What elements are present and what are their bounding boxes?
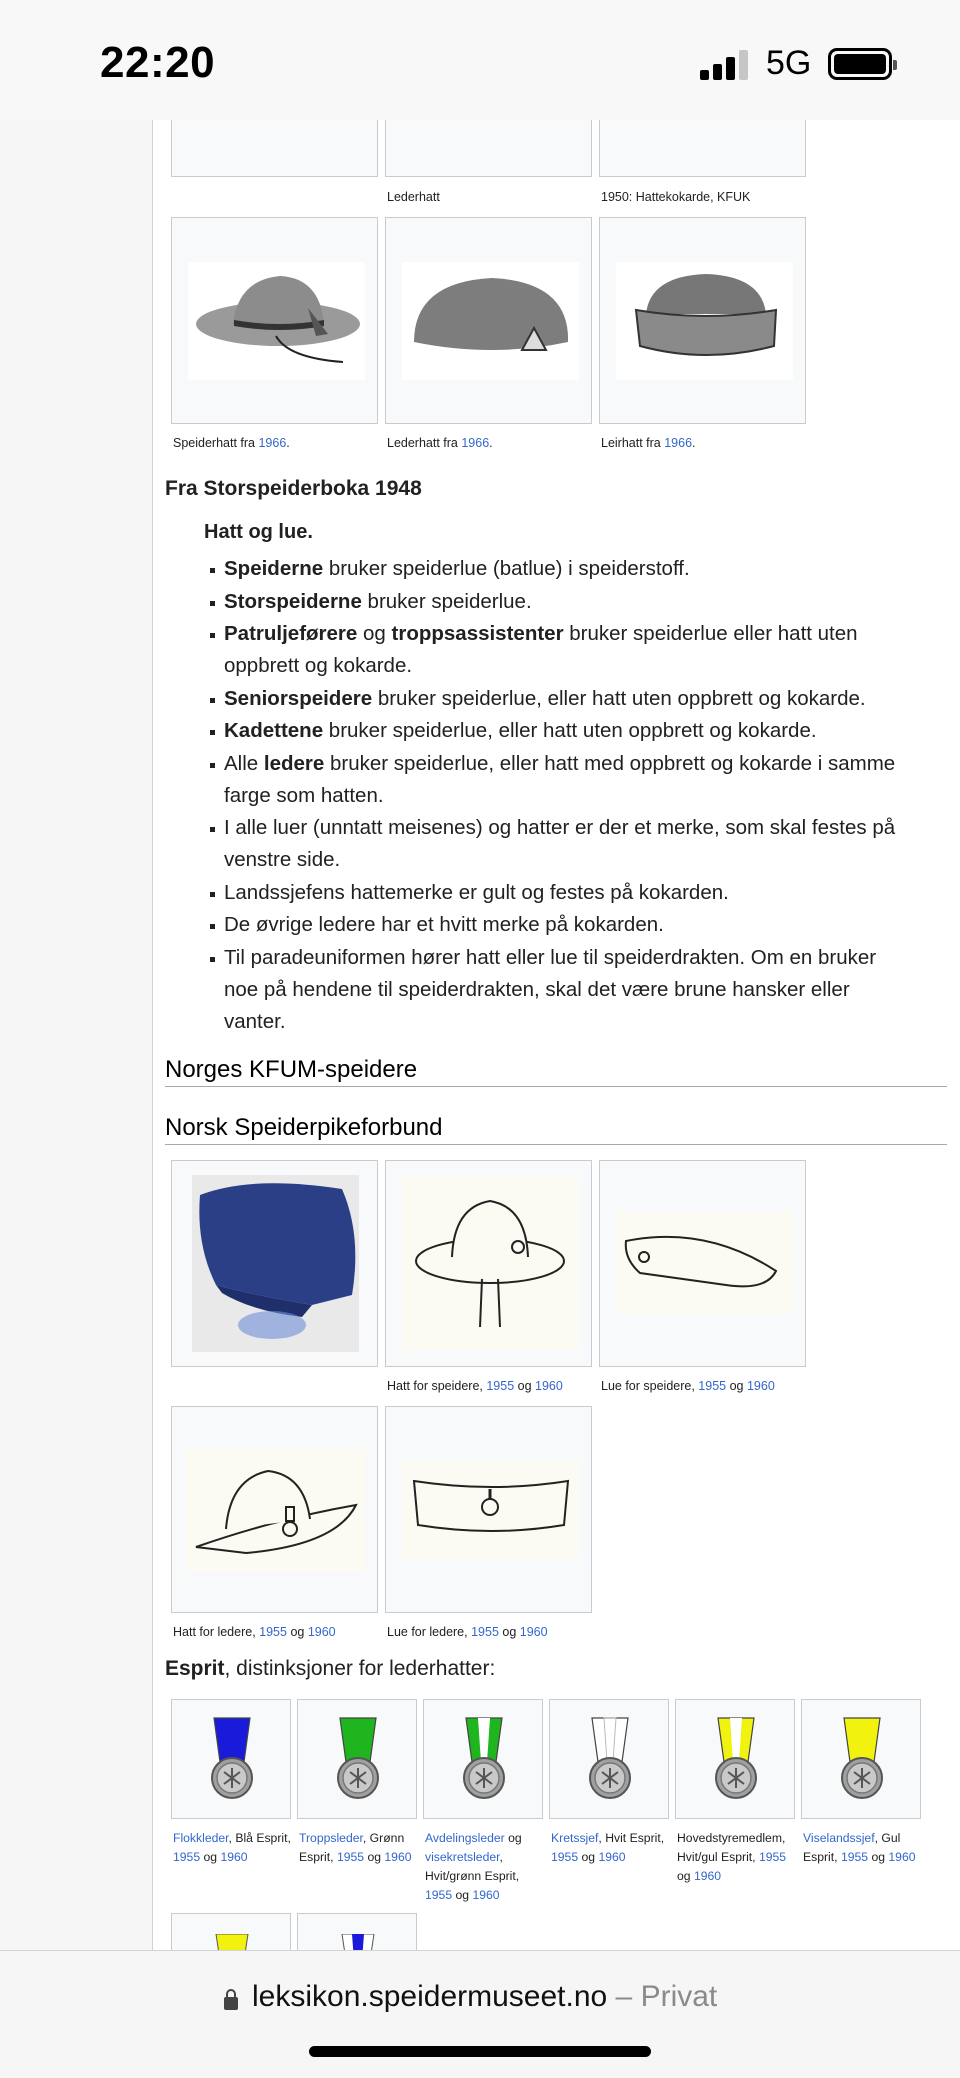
leader-hat-drawing[interactable] — [186, 1449, 365, 1572]
gallery-caption: Hatt for ledere, 1955 og 1960 — [173, 1625, 336, 1639]
esprit-box[interactable] — [171, 1699, 291, 1819]
year-link[interactable]: 1955 — [173, 1850, 201, 1864]
section-heading-kfum: Norges KFUM-speidere — [165, 1056, 947, 1087]
caption-text: Lederhatt fra — [387, 436, 462, 450]
gallery-caption: Lue for ledere, 1955 og 1960 — [387, 1625, 548, 1639]
esprit-box[interactable] — [297, 1699, 417, 1819]
camp-hat-1966-image[interactable] — [616, 262, 793, 380]
section-heading: Fra Storspeiderboka 1948 — [165, 477, 422, 500]
address-bar[interactable] — [0, 1950, 960, 2078]
esprit-caption: Flokkleder, Blå Esprit, 1955 og 1960 — [173, 1831, 291, 1864]
esprit-caption: Avdelingsleder og visekretsleder, Hvit/grønn Esprit, 1955 og 1960 — [425, 1831, 522, 1902]
year-link[interactable]: 1960 — [519, 1625, 548, 1639]
list-item: Storspeiderne bruker speiderlue. — [212, 586, 912, 618]
gallery-box[interactable] — [171, 217, 378, 424]
esprit-box[interactable] — [423, 1699, 543, 1819]
year-link[interactable]: 1960 — [888, 1850, 916, 1864]
caption-text: Leirhatt fra — [601, 436, 665, 450]
caption-text: . — [286, 436, 290, 450]
esprit-medal-icon — [676, 1700, 796, 1820]
year-link[interactable]: 1955 — [551, 1850, 579, 1864]
year-link[interactable]: 1955 — [840, 1850, 869, 1864]
gallery-box[interactable] — [385, 1406, 592, 1613]
role-link[interactable]: Troppsleder — [299, 1831, 363, 1845]
list-item: Speiderne bruker speiderlue (batlue) i speiderstoff. — [212, 553, 912, 585]
esprit-box[interactable] — [675, 1699, 795, 1819]
gallery-box[interactable] — [599, 217, 806, 424]
caption-text: . — [489, 436, 493, 450]
year-link[interactable]: 1955 — [425, 1888, 453, 1902]
signal-icon — [700, 48, 752, 80]
esprit-caption: Kretssjef, Hvit Esprit, 1955 og 1960 — [551, 1831, 665, 1864]
scout-cap-drawing[interactable] — [616, 1211, 793, 1314]
clock: 22:20 — [100, 38, 216, 87]
year-link[interactable]: 1960 — [220, 1850, 248, 1864]
gallery-box[interactable] — [171, 1406, 378, 1613]
esprit-medal-icon — [550, 1700, 670, 1820]
esprit-medal-icon — [172, 1700, 292, 1820]
year-link[interactable]: 1966 — [664, 436, 693, 450]
esprit-medal-icon — [424, 1700, 544, 1820]
scout-hat-drawing[interactable] — [402, 1177, 579, 1350]
year-link[interactable]: 1955 — [698, 1379, 727, 1393]
list-item: Kadettene bruker speiderlue, eller hatt uten oppbrett og kokarde. — [212, 715, 912, 747]
year-link[interactable]: 1955 — [758, 1850, 787, 1864]
gallery-box[interactable] — [385, 217, 592, 424]
esprit-box[interactable] — [549, 1699, 669, 1819]
list-item: Til paradeuniformen hører hatt eller lue til speiderdrakten. Om en bruker noe på hendene til speiderdrakten, skal det være brune hansker eller vanter. — [212, 942, 912, 1038]
gallery-caption: 1950: Hattekokarde, KFUK — [601, 190, 751, 204]
year-link[interactable]: 1960 — [307, 1625, 336, 1639]
gallery-caption: Lederhatt — [387, 190, 440, 204]
battery-icon — [828, 48, 892, 80]
gallery-caption: Lue for speidere, 1955 og 1960 — [601, 1379, 775, 1393]
gallery-caption — [173, 434, 290, 453]
esprit-caption: Troppsleder, Grønn Esprit, 1955 og 1960 — [299, 1831, 412, 1864]
year-link[interactable]: 1960 — [746, 1379, 775, 1393]
year-link[interactable]: 1960 — [535, 1379, 563, 1393]
blue-cap-photo[interactable] — [192, 1175, 359, 1352]
year-link[interactable]: 1955 — [259, 1625, 287, 1639]
year-link[interactable]: 1960 — [693, 1869, 722, 1883]
lock-icon — [224, 1989, 238, 2011]
list-item: I alle luer (unntatt meisenes) og hatter er der et merke, som skal festes på venstre side. — [212, 812, 912, 876]
list-item: Landssjefens hattemerke er gult og festes på kokarden. — [212, 877, 912, 909]
year-link[interactable]: 1955 — [486, 1379, 515, 1393]
year-link[interactable]: 1960 — [598, 1850, 626, 1864]
list-item: Alle ledere bruker speiderlue, eller hatt med oppbrett og kokarde i samme farge som hatten. — [212, 748, 912, 812]
role-link[interactable]: Viselandssjef — [803, 1831, 875, 1845]
list-item: Patruljeførere og troppsassistenter bruker speiderlue eller hatt uten oppbrett og kokarde. — [212, 618, 912, 682]
role-link[interactable]: Flokkleder — [173, 1831, 229, 1845]
gallery-box[interactable] — [171, 1160, 378, 1367]
gallery-box[interactable] — [385, 1160, 592, 1367]
esprit-box[interactable] — [171, 1913, 291, 1950]
gallery-caption — [601, 434, 696, 453]
year-link[interactable]: 1966 — [258, 436, 287, 450]
home-indicator[interactable] — [309, 2046, 651, 2057]
role-link[interactable]: visekretsleder — [425, 1850, 500, 1864]
scout-hat-1966-image[interactable] — [188, 262, 365, 380]
section-heading-nsf: Norsk Speiderpikeforbund — [165, 1114, 947, 1145]
esprit-medal-icon — [802, 1700, 922, 1820]
esprit-box[interactable] — [297, 1913, 417, 1950]
year-link[interactable]: 1960 — [472, 1888, 500, 1902]
rules-list — [212, 553, 912, 1038]
gallery-caption: Hatt for speidere, 1955 og 1960 — [387, 1379, 563, 1393]
network-label: 5G — [766, 44, 812, 82]
caption-text: . — [692, 436, 696, 450]
subsection-heading: Hatt og lue. — [204, 521, 313, 543]
esprit-caption: Viselandssjef, Gul Esprit, 1955 og 1960 — [803, 1831, 916, 1864]
esprit-box[interactable] — [801, 1699, 921, 1819]
year-link[interactable]: 1960 — [384, 1850, 412, 1864]
caption-text: Speiderhatt fra — [173, 436, 259, 450]
year-link[interactable]: 1955 — [336, 1850, 365, 1864]
role-link[interactable]: Avdelingsleder — [425, 1831, 505, 1845]
gallery-caption — [387, 434, 493, 453]
gallery-box[interactable] — [599, 1160, 806, 1367]
list-item: De øvrige ledere har et hvitt merke på kokarden. — [212, 909, 912, 941]
year-link[interactable]: 1966 — [461, 436, 490, 450]
esprit-medal-icon — [298, 1700, 418, 1820]
esprit-heading: Esprit, distinksjoner for lederhatter: — [165, 1657, 496, 1680]
url-text[interactable]: leksikon.speidermuseet.no – Privat — [252, 1980, 718, 2013]
year-link[interactable]: 1955 — [471, 1625, 499, 1639]
leader-hat-1966-image[interactable] — [402, 262, 579, 380]
list-item: Seniorspeidere bruker speiderlue, eller hatt uten oppbrett og kokarde. — [212, 683, 912, 715]
role-link[interactable]: Kretssjef — [551, 1831, 599, 1845]
leader-cap-drawing[interactable] — [402, 1461, 579, 1559]
esprit-caption: Hovedstyremedlem, Hvit/gul Esprit, 1955 og 1960 — [677, 1831, 787, 1883]
left-gutter — [0, 0, 153, 1950]
status-bar — [0, 0, 960, 120]
